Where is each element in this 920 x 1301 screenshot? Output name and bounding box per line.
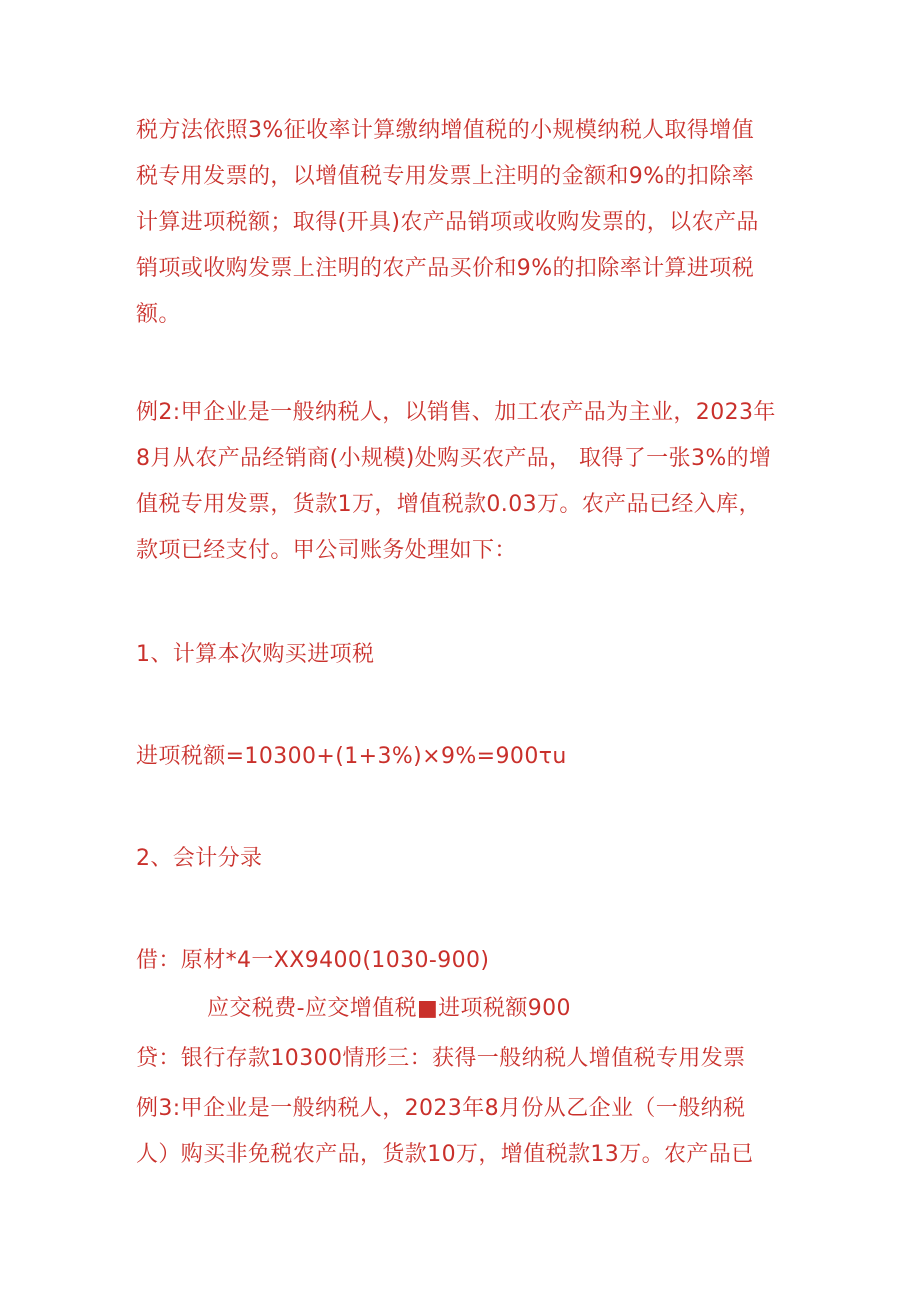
entry-debit-line: 借：原材*4一XX9400(1030-900)	[136, 948, 490, 973]
entry-credit-line: 贷：银行存款10300情形三：获得一般纳税人增值税专用发票	[136, 1046, 746, 1071]
entry-tax-line: 应交税费-应交增值税■进项税额900	[207, 996, 571, 1021]
text-line: 值税专用发票，货款1万，增值税款0.03万。农产品已经入库，	[136, 492, 761, 517]
text-line: 销项或收购发票上注明的农产品买价和9%的扣除率计算进项税	[136, 256, 755, 281]
text-line: 税方法依照3%征收率计算缴纳增值税的小规模纳税人取得增值	[136, 118, 755, 143]
text-line: 计算进项税额；取得(开具)农产品销项或收购发票的，以农产品	[136, 210, 759, 235]
text-line: 例2:甲企业是一般纳税人，以销售、加工农产品为主业，2023年	[136, 400, 776, 425]
text-line: 人）购买非免税农产品，货款10万，增值税款13万。农产品已	[136, 1142, 754, 1167]
formula-line: 进项税额=10300+(1+3%)×9%=900τu	[136, 744, 567, 769]
paragraph-example-2	[136, 390, 796, 574]
step-2-heading: 2、会计分录	[136, 846, 263, 871]
text-line: 款项已经支付。甲公司账务处理如下：	[136, 538, 517, 563]
step-1-heading: 1、计算本次购买进项税	[136, 642, 375, 667]
text-line: 8月从农产品经销商(小规模)处购买农产品， 取得了一张3%的增	[136, 446, 772, 471]
paragraph-example-3	[136, 1086, 796, 1178]
text-line: 例3:甲企业是一般纳税人，2023年8月份从乙企业（一般纳税	[136, 1096, 746, 1121]
text-line: 税专用发票的，以增值税专用发票上注明的金额和9%的扣除率	[136, 164, 755, 189]
paragraph-tax-method	[136, 108, 796, 338]
text-line: 额。	[136, 302, 181, 327]
